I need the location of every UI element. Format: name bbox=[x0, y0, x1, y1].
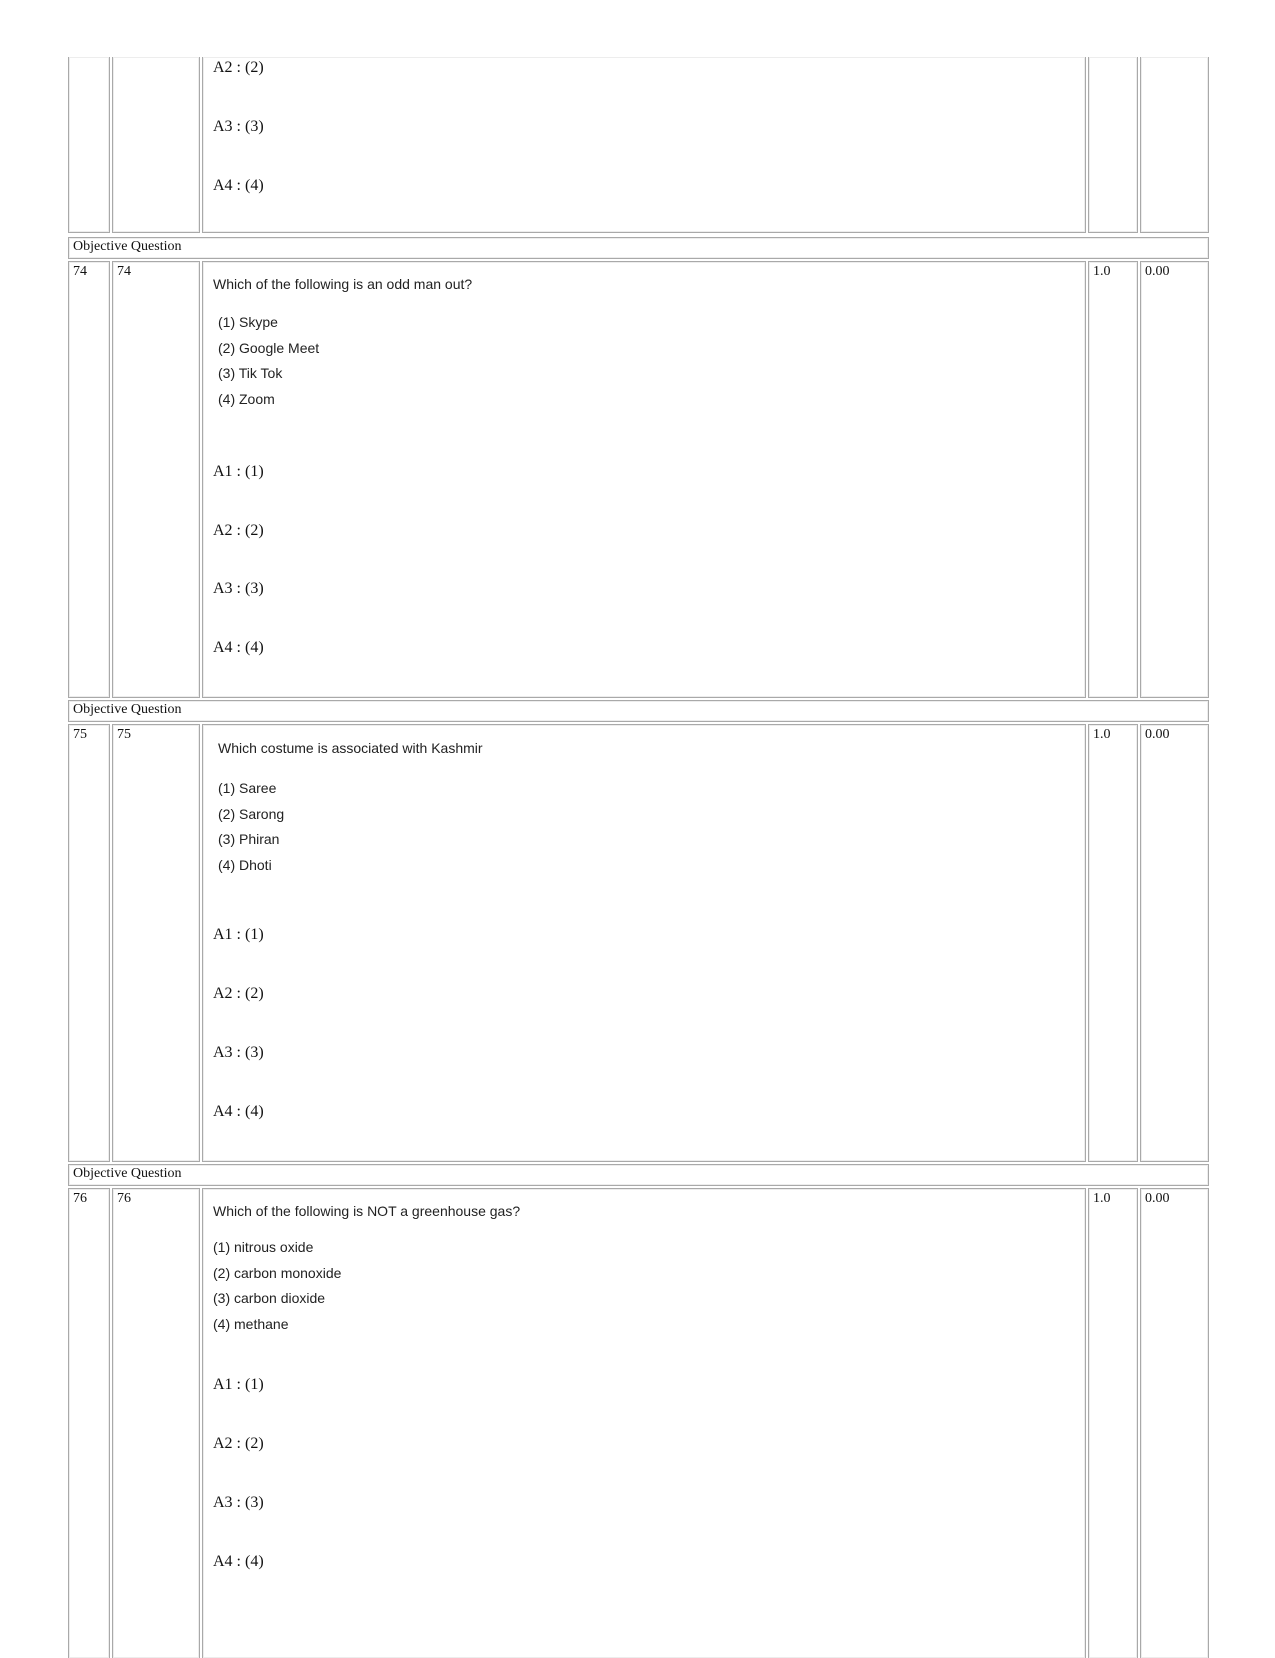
answer-option: A2 : (2) bbox=[213, 522, 264, 539]
option-item: (1) nitrous oxide bbox=[213, 1239, 314, 1255]
answer-option: A2 : (2) bbox=[213, 985, 264, 1002]
option-item: (3) Tik Tok bbox=[218, 365, 283, 381]
top-negative-cell bbox=[1140, 57, 1209, 233]
marks: 1.0 bbox=[1088, 1188, 1138, 1658]
answer-option: A1 : (1) bbox=[213, 463, 264, 480]
serial-number: 74 bbox=[68, 261, 110, 698]
options-list bbox=[213, 1237, 341, 1339]
option-item: (3) carbon dioxide bbox=[213, 1290, 326, 1306]
answer-option: A1 : (1) bbox=[213, 926, 264, 943]
marks: 1.0 bbox=[1088, 724, 1138, 1162]
options-list bbox=[218, 778, 284, 880]
answer-option: A4 : (4) bbox=[213, 639, 264, 656]
option-item: (2) Google Meet bbox=[218, 339, 320, 356]
answer-option: A4 : (4) bbox=[213, 1103, 264, 1120]
question-text: Which costume is associated with Kashmir bbox=[218, 740, 483, 756]
option-item: (2) Sarong bbox=[218, 805, 285, 822]
serial-number: 76 bbox=[68, 1188, 110, 1658]
section-label: Objective Question bbox=[68, 700, 1209, 722]
option-item: (4) Zoom bbox=[218, 390, 275, 407]
question-cell bbox=[202, 724, 1086, 1162]
answer-option: A3 : (3) bbox=[213, 1044, 264, 1061]
answer-option: A1 : (1) bbox=[213, 1376, 264, 1393]
option-item: (1) Skype bbox=[218, 314, 278, 330]
answer-option: A4 : (4) bbox=[213, 1553, 264, 1570]
option-item: (3) Phiran bbox=[218, 831, 280, 847]
answer-option: A3 : (3) bbox=[213, 1494, 264, 1511]
negative-marks: 0.00 bbox=[1140, 724, 1209, 1162]
negative-marks: 0.00 bbox=[1140, 1188, 1209, 1658]
question-cell bbox=[202, 261, 1086, 698]
option-item: (4) methane bbox=[213, 1315, 289, 1332]
top-marks-cell bbox=[1088, 57, 1138, 233]
answer-option: A2 : (2) bbox=[213, 59, 264, 76]
answer-option: A4 : (4) bbox=[213, 177, 264, 194]
question-text: Which of the following is an odd man out? bbox=[213, 276, 473, 292]
question-id: 76 bbox=[112, 1188, 200, 1658]
top-qid-cell bbox=[112, 57, 200, 233]
answer-option: A2 : (2) bbox=[213, 1435, 264, 1452]
option-item: (2) carbon monoxide bbox=[213, 1264, 342, 1281]
question-id: 75 bbox=[112, 724, 200, 1162]
negative-marks: 0.00 bbox=[1140, 261, 1209, 698]
serial-number: 75 bbox=[68, 724, 110, 1162]
options-list bbox=[218, 312, 319, 414]
marks: 1.0 bbox=[1088, 261, 1138, 698]
top-sno-cell bbox=[68, 57, 110, 233]
question-cell bbox=[202, 1188, 1086, 1658]
question-text: Which of the following is NOT a greenhouse gas? bbox=[213, 1203, 521, 1219]
question-id: 74 bbox=[112, 261, 200, 698]
answer-option: A3 : (3) bbox=[213, 580, 264, 597]
option-item: (4) Dhoti bbox=[218, 856, 272, 873]
option-item: (1) Saree bbox=[218, 780, 277, 796]
top-question-cell bbox=[202, 57, 1086, 233]
answer-option: A3 : (3) bbox=[213, 118, 264, 135]
section-label: Objective Question bbox=[68, 1164, 1209, 1186]
section-label: Objective Question bbox=[68, 237, 1209, 259]
